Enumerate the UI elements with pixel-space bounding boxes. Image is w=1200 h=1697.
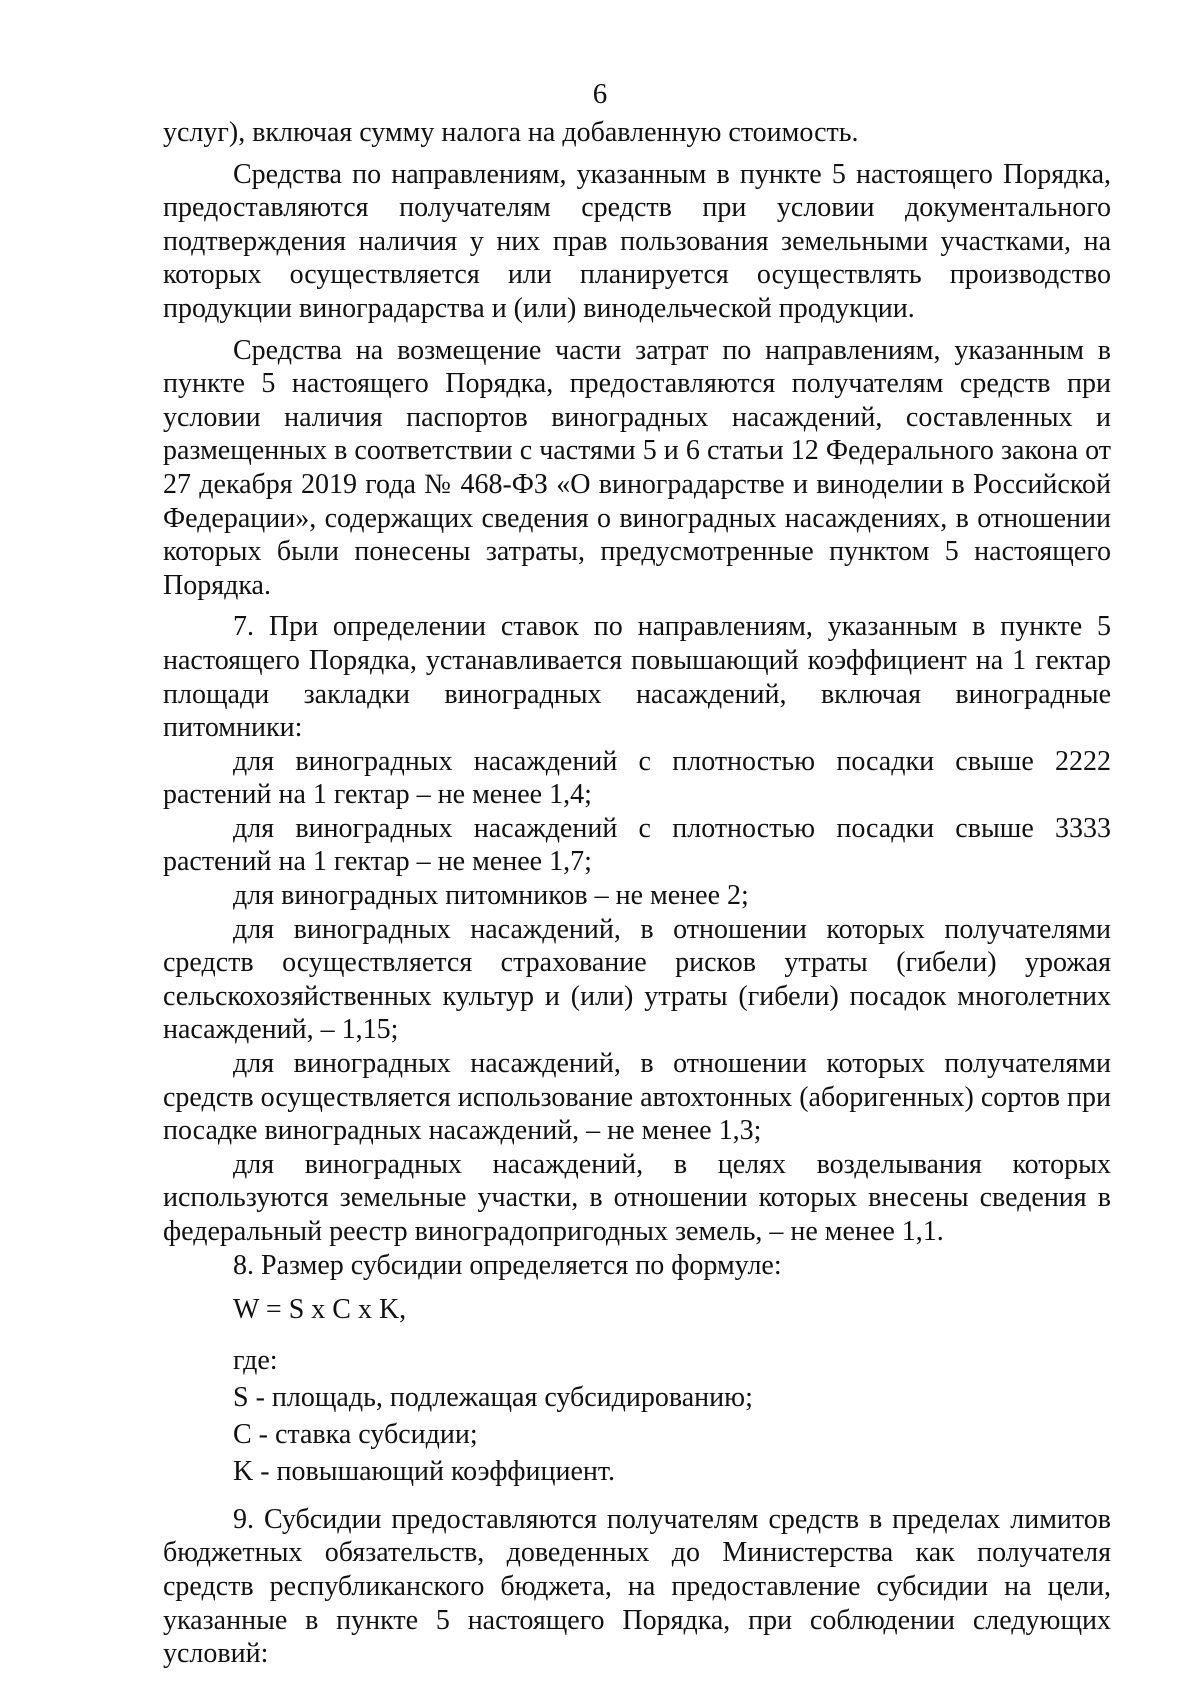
coefficient-item-2222: для виноградных насаждений с плотностью посадки свыше 2222 растений на 1 гектар – не менее 1,4; (163, 745, 1111, 811)
paragraph-vineyard-passports: Средства на возмещение части затрат по направлениям, указанным в пункте 5 настоящего Порядка, предоставляются получателям средств при условии наличия паспортов виноградных насаждений, составленных и размещенных в соответствии с частями 5 и 6 статьи 12 Федерального закона от 27 декабря 2019 года № 468-ФЗ «О виноградарстве и виноделии в Российской Федерации», содержащих сведения о виноградных насаждениях, в отношении которых были понесены затраты, предусмотренные пунктом 5 настоящего Порядка. (163, 334, 1111, 601)
coefficient-item-autochthonous: для виноградных насаждений, в отношении которых получателями средств осуществляется использование автохтонных (аборигенных) сортов при посадке виноградных насаждений, – не менее 1,3; (163, 1048, 1111, 1147)
formula-def-k: K - повышающий коэффициент. (233, 1455, 615, 1487)
paragraph-continuation: услуг), включая сумму налога на добавленную стоимость. (163, 117, 859, 148)
paragraph-land-rights: Средства по направлениям, указанным в пункте 5 настоящего Порядка, предоставляются получателям средств при условии документального подтверждения наличия у них прав пользования земельными участками, на которых осуществляется или планируется осуществлять производство продукции виноградарства и (или) винодельческой продукции. (163, 158, 1111, 324)
paragraph-7-coefficient: 7. При определении ставок по направлениям, указанным в пункте 5 настоящего Порядка, устанавливается повышающий коэффициент на 1 гектар площади закладки виноградных насаждений, включая виноградные питомники: (163, 611, 1111, 744)
coefficient-item-3333: для виноградных насаждений с плотностью посадки свыше 3333 растений на 1 гектар – не менее 1,7; (163, 812, 1111, 878)
formula-where-label: где: (233, 1345, 278, 1377)
formula-def-c: C - ставка субсидии; (233, 1418, 478, 1450)
formula-def-s: S - площадь, подлежащая субсидированию; (233, 1381, 753, 1413)
coefficient-item-nurseries: для виноградных питомников – не менее 2; (233, 880, 749, 912)
subsidy-formula: W = S x C x K, (233, 1294, 407, 1326)
coefficient-item-insurance: для виноградных насаждений, в отношении которых получателями средств осуществляется страхование рисков утраты (гибели) урожая сельскохозяйственных культур и (или) утраты (гибели) посадок многолетних насаждений, – 1,15; (163, 913, 1111, 1046)
coefficient-item-registry: для виноградных насаждений, в целях возделывания которых используются земельные участки, в отношении которых внесены сведения в федеральный реестр виноградопригодных земель, – не менее 1,1. (163, 1148, 1111, 1247)
document-body (163, 116, 1111, 1671)
page-number: 6 (592, 78, 608, 110)
paragraph-8-formula-intro: 8. Размер субсидии определяется по формуле: (233, 1249, 782, 1281)
paragraph-9-conditions: 9. Субсидии предоставляются получателям средств в пределах лимитов бюджетных обязательств, доведенных до Министерства как получателя средств республиканского бюджета, на предоставление субсидии на цели, указанные в пункте 5 настоящего Порядка, при соблюдении следующих условий: (163, 1503, 1111, 1670)
